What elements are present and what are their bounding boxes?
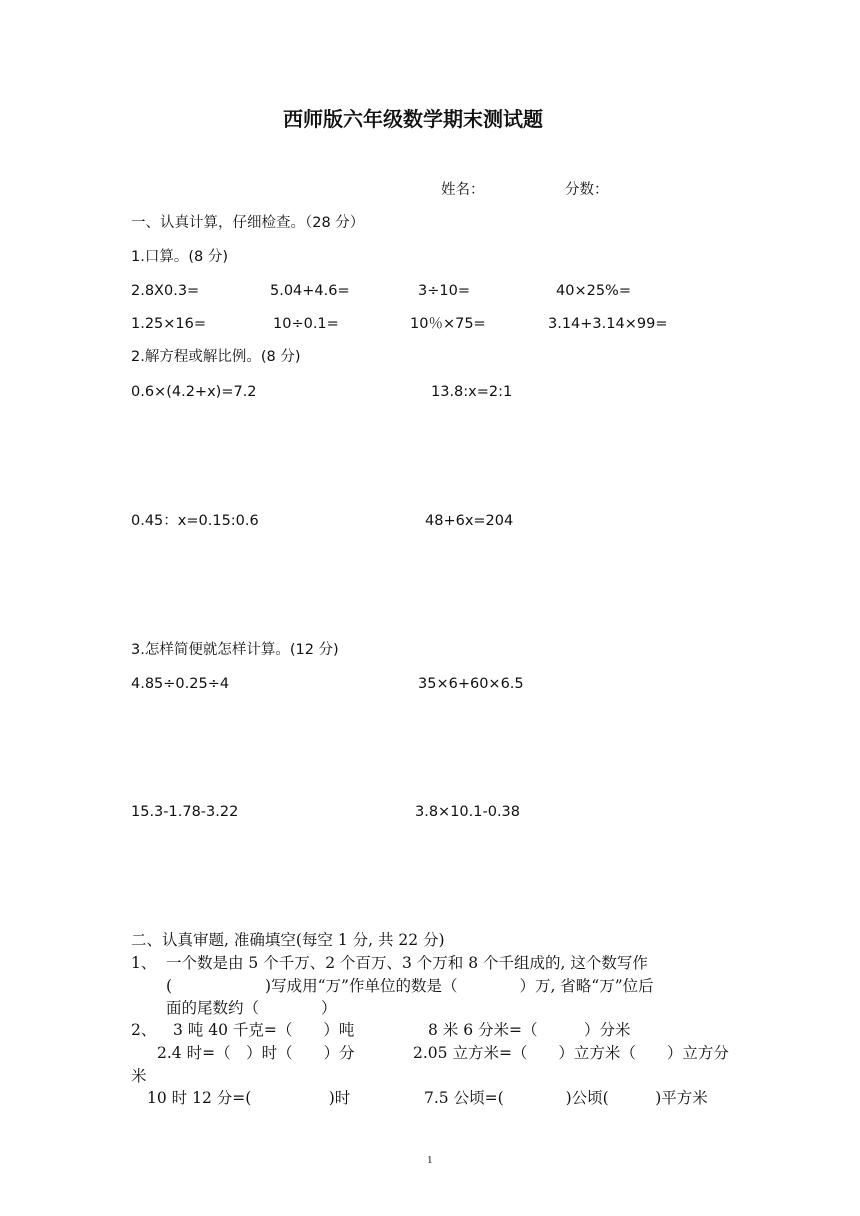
oral-item: 40×25%= [556,283,631,299]
oral-item: 5.04+4.6= [270,283,350,299]
q2-item: 2.05 立方米=（ ）立方米（ ）立方分 [413,1044,729,1062]
calc-item: 3.8×10.1-0.38 [415,804,521,820]
q2-number: 2、 [131,1021,157,1039]
part2-heading: 2.解方程或解比例。(8 分) [131,349,301,365]
name-label: 姓名： [441,182,485,198]
oral-item: 1.25×16= [131,316,207,332]
oral-item: 3.14+3.14×99= [548,316,668,332]
oral-item: 10％×75= [410,316,486,332]
q1-line: 一个数是由 5 个千万、2 个百万、3 个万和 8 个千组成的, 这个数写作 [166,954,648,972]
q2-item: 3 吨 40 千克=（ ）吨 [173,1021,355,1039]
part3-heading: 3.怎样简便就怎样计算。(12 分) [131,642,339,658]
q1-number: 1、 [131,954,157,972]
calc-item: 15.3-1.78-3.22 [131,804,239,820]
q2-item: 10 时 12 分=( )时 [147,1089,351,1107]
q1-line: 面的尾数约（ ） [166,999,337,1017]
section1-heading: 一、认真计算，仔细检查。（28 分） [131,215,365,231]
page-number: 1 [427,1154,433,1166]
score-label: 分数： [565,182,609,198]
equation-item: 0.45：x=0.15:0.6 [131,513,259,529]
oral-item: 3÷10= [418,283,470,299]
q2-item-wrap: 米 [131,1067,147,1085]
q2-item: 7.5 公顷=( )公顷( )平方米 [424,1089,708,1107]
equation-item: 0.6×(4.2+x)=7.2 [131,384,257,400]
q2-item: 8 米 6 分米=（ ）分米 [428,1021,631,1039]
section2-heading: 二、认真审题, 准确填空(每空 1 分, 共 22 分) [131,931,445,949]
calc-item: 35×6+60×6.5 [418,676,524,692]
page-title: 西师版六年级数学期末测试题 [283,107,543,131]
calc-item: 4.85÷0.25÷4 [131,676,230,692]
q1-line: ( )写成用“万”作单位的数是（ ）万, 省略“万”位后 [166,977,654,995]
equation-item: 13.8:x=2:1 [431,384,513,400]
oral-item: 2.8X0.3= [131,283,200,299]
equation-item: 48+6x=204 [425,513,514,529]
oral-item: 10÷0.1= [273,316,339,332]
part1-heading: 1.口算。(8 分) [131,249,228,265]
q2-item: 2.4 时=（ ）时（ ）分 [157,1044,355,1062]
